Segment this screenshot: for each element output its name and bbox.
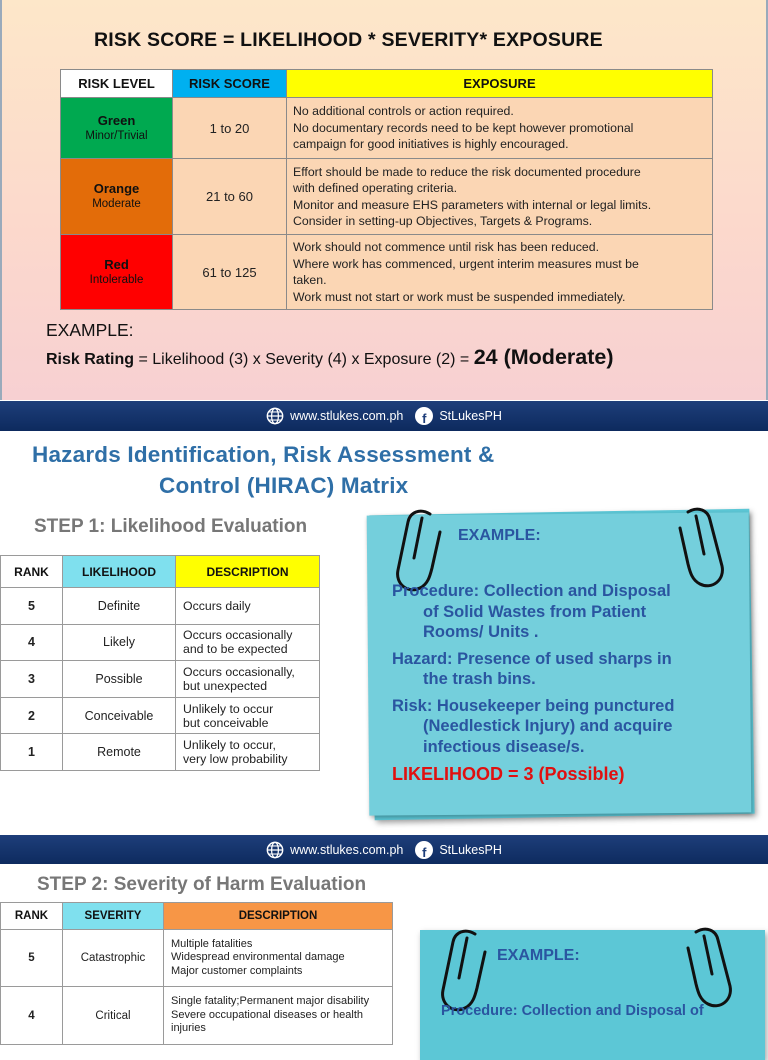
severity-header: SEVERITY (63, 903, 164, 930)
table-row (1, 697, 320, 734)
likelihood-table (0, 555, 320, 771)
risk-level-red (61, 235, 173, 310)
example-text (392, 581, 742, 763)
rank-cell: 5 (1, 930, 63, 987)
rank-cell: 3 (1, 661, 63, 698)
description-cell (176, 588, 320, 625)
step1-heading: STEP 1: Likelihood Evaluation (34, 516, 308, 537)
risk-level-sub: Minor/Trivial (85, 129, 148, 142)
description-line: but unexpected (183, 678, 268, 693)
footer-bar (0, 401, 768, 431)
exposure-line: taken. (293, 273, 327, 287)
risk-level-sub: Intolerable (89, 273, 144, 286)
likelihood-result: LIKELIHOOD = 3 (Possible) (392, 764, 625, 784)
risk-line: Risk: Housekeeper being punctured (392, 696, 675, 715)
severity-slide (0, 864, 768, 1035)
exposure-line: No additional controls or action required. (293, 104, 514, 119)
likelihood-cell: Possible (63, 661, 176, 698)
risk-rating-formula: = Likelihood (3) x Severity (4) x Exposure (2) = (134, 351, 474, 368)
hazard-line: Hazard: Presence of used sharps in (392, 649, 672, 668)
likelihood-cell: Remote (63, 734, 176, 771)
risk-level-sub: Moderate (92, 198, 141, 211)
description-line: and to be expected (183, 642, 288, 657)
description-line: Widespread environmental damage (171, 951, 345, 964)
table-header-row (61, 70, 713, 98)
severity-table (0, 902, 393, 1045)
exposure-cell (287, 159, 713, 235)
description-line: Unlikely to occur (183, 701, 274, 716)
table-row (1, 734, 320, 771)
example-label: EXAMPLE: (497, 947, 580, 964)
rank-header: RANK (1, 556, 63, 588)
procedure-line: Rooms/ Units . (423, 623, 539, 641)
exposure-line: Effort should be made to reduce the risk documented procedure (293, 164, 641, 179)
exposure-line: with defined operating criteria. (293, 181, 458, 195)
social-handle[interactable]: StLukesPH (439, 409, 502, 423)
procedure-line: of Solid Wastes from Patient (423, 602, 647, 621)
facebook-icon[interactable]: f (415, 841, 433, 859)
hazard-line: the trash bins. (423, 670, 536, 688)
rank-cell: 2 (1, 697, 63, 734)
exposure-line: campaign for good initiatives is highly encouraged. (293, 137, 569, 152)
globe-icon (266, 841, 284, 859)
risk-line: infectious disease/s. (423, 737, 585, 756)
step2-heading: STEP 2: Severity of Harm Evaluation (37, 874, 367, 895)
risk-rating-label: Risk Rating (46, 351, 135, 368)
table-header-row (1, 556, 320, 588)
description-cell (164, 987, 393, 1045)
severity-cell: Catastrophic (63, 930, 164, 987)
website-link[interactable]: www.stlukes.com.ph (290, 843, 404, 857)
risk-level-name: Red (104, 256, 129, 272)
description-cell (176, 624, 320, 661)
description-line: Multiple fatalities (171, 937, 253, 950)
exposure-line: Work should not commence until risk has been reduced. (293, 240, 599, 254)
table-row (1, 661, 320, 698)
description-line: Occurs occasionally, (183, 664, 295, 679)
risk-level-name: Green (97, 112, 136, 128)
exposure-line: Monitor and measure EHS parameters with internal or legal limits. (293, 197, 652, 212)
procedure-text (392, 581, 742, 643)
description-cell (176, 661, 320, 698)
risk-line: (Needlestick Injury) and acquire (423, 717, 673, 735)
risk-score-cell: 1 to 20 (173, 98, 287, 159)
risk-score-header: RISK SCORE (173, 70, 287, 98)
likelihood-header: LIKELIHOOD (63, 556, 176, 588)
exposure-header: EXPOSURE (287, 70, 713, 98)
description-line: injuries (171, 1022, 206, 1035)
likelihood-cell: Likely (63, 624, 176, 661)
description-cell (176, 697, 320, 734)
procedure-line: Procedure: Collection and Disposal (392, 582, 671, 600)
description-line: Unlikely to occur, (183, 738, 276, 753)
likelihood-slide (0, 432, 768, 832)
risk-score-formula-title: RISK SCORE = LIKELIHOOD * SEVERITY* EXPOSURE (94, 29, 603, 51)
table-row (1, 624, 320, 661)
rank-cell: 4 (1, 624, 63, 661)
example-label: EXAMPLE: (458, 527, 541, 544)
description-cell (164, 930, 393, 987)
risk-rating-example (46, 345, 614, 370)
exposure-line: Work must not start or work must be suspended immediately. (293, 289, 626, 304)
table-row (61, 159, 713, 235)
rank-cell: 1 (1, 734, 63, 771)
hazard-text (392, 649, 742, 690)
risk-level-header: RISK LEVEL (61, 70, 173, 98)
procedure-text: Procedure: Collection and Disposal of (441, 1003, 704, 1019)
hirac-title-line2: Control (HIRAC) Matrix (159, 473, 409, 498)
risk-score-cell: 61 to 125 (173, 235, 287, 310)
table-row (61, 235, 713, 310)
risk-level-name: Orange (93, 181, 140, 197)
exposure-line: No documentary records need to be kept however promotional (293, 120, 634, 135)
exposure-cell (287, 235, 713, 310)
facebook-icon[interactable]: f (415, 407, 433, 425)
likelihood-cell: Conceivable (63, 697, 176, 734)
risk-level-green (61, 98, 173, 159)
description-line: Single fatality;Permanent major disability (171, 995, 370, 1008)
rank-header: RANK (1, 903, 63, 930)
table-row (1, 588, 320, 625)
exposure-line: Consider in setting-up Objectives, Targets & Programs. (293, 214, 593, 228)
likelihood-cell: Definite (63, 588, 176, 625)
table-header-row (1, 903, 393, 930)
risk-level-table (60, 69, 713, 310)
description-line: Occurs daily (183, 598, 251, 613)
website-link[interactable]: www.stlukes.com.ph (290, 409, 404, 423)
exposure-line: Where work has commenced, urgent interim measures must be (293, 256, 639, 271)
severity-cell: Critical (63, 987, 164, 1045)
description-line: but conceivable (183, 715, 269, 730)
description-header: DESCRIPTION (176, 556, 320, 588)
risk-rating-result: 24 (Moderate) (473, 345, 614, 369)
hirac-title-line1: Hazards Identification, Risk Assessment & (32, 442, 495, 467)
description-line: Occurs occasionally (183, 628, 293, 643)
description-cell (176, 734, 320, 771)
risk-score-cell: 21 to 60 (173, 159, 287, 235)
description-header: DESCRIPTION (164, 903, 393, 930)
table-row (1, 987, 393, 1045)
exposure-cell (287, 98, 713, 159)
rank-cell: 4 (1, 987, 63, 1045)
table-row (61, 98, 713, 159)
description-line: Severe occupational diseases or health (171, 1008, 364, 1021)
social-handle[interactable]: StLukesPH (439, 843, 502, 857)
table-row (1, 930, 393, 987)
example-heading: EXAMPLE: (46, 320, 134, 340)
rank-cell: 5 (1, 588, 63, 625)
globe-icon (266, 407, 284, 425)
description-line: Major customer complaints (171, 964, 303, 977)
risk-text (392, 696, 742, 758)
risk-score-slide (0, 0, 768, 400)
footer-bar (0, 835, 768, 865)
risk-level-orange (61, 159, 173, 235)
description-line: very low probability (183, 752, 288, 767)
